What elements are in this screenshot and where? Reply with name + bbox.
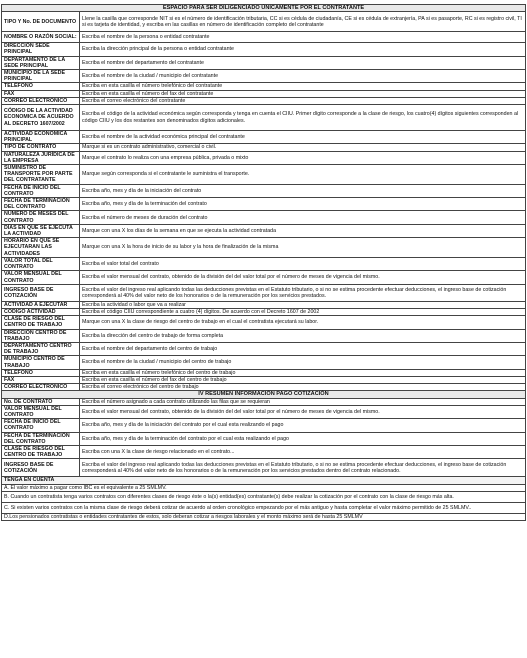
table-row bbox=[2, 32, 526, 43]
table-row bbox=[2, 43, 526, 56]
contratante-field-description: Marque si es un contrato administrativo, comercial o civil. bbox=[80, 144, 526, 151]
table-row bbox=[2, 257, 526, 270]
table-row bbox=[2, 105, 526, 131]
tenga-en-cuenta-header: TENGA EN CUENTA bbox=[2, 477, 526, 484]
contratante-field-label: DÍAS EN QUE SE EJECUTA LA ACTIVIDAD bbox=[2, 224, 80, 237]
contratante-field-description: Escriba el correo electrónico del centro de trabajo bbox=[80, 384, 526, 391]
table-row bbox=[2, 90, 526, 97]
contratante-field-description: Marque con una X la hora de inicio de su labor y la hora de finalización de la misma bbox=[80, 238, 526, 258]
note-row bbox=[2, 484, 526, 491]
note-row bbox=[2, 513, 526, 520]
contratante-field-description: Marque según corresponda si el contratante le suministra el transporte. bbox=[80, 165, 526, 185]
contratante-field-label: ACTIVIDAD A EJECUTAR bbox=[2, 301, 80, 308]
contratante-field-label: TIPO Y No. DE DOCUMENTO bbox=[2, 12, 80, 32]
resumen-field-label: FECHA DE INICIO DEL CONTRATO bbox=[2, 419, 80, 432]
contratante-field-label: NOMBRE O RAZÓN SOCIAL: bbox=[2, 32, 80, 43]
table-row bbox=[2, 398, 526, 405]
section-header-resumen: IV RESUMEN INFORMACIÓN PAGO COTIZACIÓN bbox=[2, 391, 526, 398]
table-row bbox=[2, 131, 526, 144]
contratante-field-label: DIRECCIÓN CENTRO DE TRABAJO bbox=[2, 329, 80, 342]
resumen-field-label: FECHA DE TERMINACIÓN DEL CONTRATO bbox=[2, 432, 80, 445]
table-row bbox=[2, 301, 526, 308]
table-row bbox=[2, 459, 526, 477]
contratante-field-label: FECHA DE TERMINACIÓN DEL CONTRATO bbox=[2, 198, 80, 211]
contratante-field-description: Escriba la actividad o labor que va a realizar bbox=[80, 301, 526, 308]
table-row bbox=[2, 308, 526, 315]
note-row bbox=[2, 491, 526, 502]
contratante-field-label: CÓDIGO DE LA ACTIVIDAD ECONOMICA DE ACUERDO AL DECRETO 1607/2002 bbox=[2, 105, 80, 131]
contratante-field-description: Escriba el número de meses de duración del contrato bbox=[80, 211, 526, 224]
contratante-field-label: INGRESO BASE DE COTIZACIÓN bbox=[2, 284, 80, 301]
table-row bbox=[2, 184, 526, 197]
resumen-field-description: Escriba el número asignado a cada contrato utilizando las filas que se requieran bbox=[80, 398, 526, 405]
table-row bbox=[2, 329, 526, 342]
table-row bbox=[2, 356, 526, 369]
contratante-field-label: DEPARTAMENTO CENTRO DE TRABAJO bbox=[2, 342, 80, 355]
table-row bbox=[2, 211, 526, 224]
contratante-field-label: CORREO ELECTRONICO bbox=[2, 97, 80, 104]
contratante-field-description: Escriba en esta casilla el número del fax del contratante bbox=[80, 90, 526, 97]
resumen-field-description: Escriba año, mes y día de la iniciación del contrato por el cual esta realizando el pago bbox=[80, 419, 526, 432]
contratante-field-description: Escriba el nombre de la actividad económica principal del contratante bbox=[80, 131, 526, 144]
table-row bbox=[2, 224, 526, 237]
table-row bbox=[2, 284, 526, 301]
cut-off-text bbox=[2, 0, 72, 1]
contratante-field-description: Escriba el código CIIU correspondiente a cuatro (4) dígitos. De acuerdo con el Decreto 1607 de 2002 bbox=[80, 308, 526, 315]
contratante-field-label: MUNICIPIO CENTRO DE TRABAJO bbox=[2, 356, 80, 369]
contratante-field-label: HORARIO EN QUE SE EJECUTARAN LAS ACTIVIDADES bbox=[2, 238, 80, 258]
contratante-field-description: Escriba el nombre de la ciudad / municipio del centro de trabajo bbox=[80, 356, 526, 369]
table-row bbox=[2, 97, 526, 104]
resumen-field-label: CLASE DE RIESGO DEL CENTRO DE TRABAJO bbox=[2, 445, 80, 458]
note-text: D.Los pensionados contratistas o entidades contratantes de estos, solo deberan cotizar a riesgos laborales y el monto máximo será de hasta 25 SMLMV bbox=[2, 513, 526, 520]
table-row bbox=[2, 151, 526, 164]
table-row bbox=[2, 369, 526, 376]
contratante-field-description: Escriba el valor total del contrato bbox=[80, 257, 526, 270]
contratante-field-description: Escriba el nombre del departamento del centro de trabajo bbox=[80, 342, 526, 355]
resumen-field-description: Escriba con una X la clase de riesgo relacionado en el contrato... bbox=[80, 445, 526, 458]
contratante-field-label: DIRECCIÓN SEDE PRINCIPAL bbox=[2, 43, 80, 56]
contratante-field-label: CLASE DE RIESGO DEL CENTRO DE TRABAJO bbox=[2, 316, 80, 329]
contratante-field-label: VALOR MENSUAL DEL CONTRATO bbox=[2, 271, 80, 284]
note-text: B. Cuando un contratista tenga varios contratos con diferentes clases de riesgo éste o la(s) entidad(es) contratante(s) debe realizar la cotización por el contrato con la clase de riesgo más alta. bbox=[2, 491, 526, 502]
contratante-field-label: ACTIVIDAD ECONOMICA PRINCIPAL bbox=[2, 131, 80, 144]
contratante-field-description: Escriba la dirección del centro de trabajo de forma completa bbox=[80, 329, 526, 342]
table-row bbox=[2, 316, 526, 329]
contratante-field-label: MUNICIPIO DE LA SEDE PRINCIPAL bbox=[2, 70, 80, 83]
contratante-field-label: TIPO DE CONTRATO bbox=[2, 144, 80, 151]
contratante-field-description: Escriba en esta casilla el número del fax del centro de trabajo bbox=[80, 376, 526, 383]
table-row bbox=[2, 419, 526, 432]
table-row bbox=[2, 238, 526, 258]
table-row bbox=[2, 432, 526, 445]
contratante-field-description: Escriba el nombre de la ciudad / municipio del contratante bbox=[80, 70, 526, 83]
contratante-field-description: Llene la casilla que corresponde NIT si es el número de identificación tributaria, CC si es cédula de ciudadanía, CE si es cédula de extranjería, PA si es pasaporte, RC si es registro civil, TI si es tarjeta de identidad, y escriba en las casillas en número de identificación completo del contratante bbox=[80, 12, 526, 32]
contratante-field-label: TELÉFONO bbox=[2, 83, 80, 90]
note-text: A. El valor máximo a pagar como IBC es el equivalente a 25 SMLMV. bbox=[2, 484, 526, 491]
contratante-field-description: Marque con una X la clase de riesgo del centro de trabajo en el cual el contratista ejecutará su labor. bbox=[80, 316, 526, 329]
contratante-field-description: Escriba año, mes y día de la iniciación del contrato bbox=[80, 184, 526, 197]
contratante-field-description: Escriba el valor del ingreso real aplicando todas las deducciones previstas en el Estatuto tributario, o si no se estima procedente efectuar deducciones, el ingreso base de cotización corresponderá al 40% del valor neto de los honorarios o de la remuneración por los servicios prestados. bbox=[80, 284, 526, 301]
contratante-field-description: Escriba el nombre del departamento del contratante bbox=[80, 56, 526, 69]
contratante-field-label: DEPARTAMENTO DE LA SEDE PRINCIPAL bbox=[2, 56, 80, 69]
contratante-field-description: Escriba el valor mensual del contrato, obtenido de la división del del valor total por el número de meses de vigencia del mismo. bbox=[80, 271, 526, 284]
contratante-field-label: FECHA DE INICIO DEL CONTRATO bbox=[2, 184, 80, 197]
instructions-table bbox=[1, 4, 526, 521]
resumen-field-description: Escriba año, mes y día de la terminación del contrato por el cual esta realizando el pago bbox=[80, 432, 526, 445]
contratante-field-label: CODIGO ACTIVIDAD bbox=[2, 308, 80, 315]
contratante-field-label: NATURALEZA JURÍDICA DE LA EMPRESA bbox=[2, 151, 80, 164]
contratante-field-label: FAX bbox=[2, 376, 80, 383]
resumen-field-description: Escriba el valor mensual del contrato, obtenido de la división del del valor total por el número de meses de vigencia del mismo. bbox=[80, 405, 526, 418]
contratante-field-description: Marque el contrato lo realiza con una empresa pública, privada o mixto bbox=[80, 151, 526, 164]
contratante-field-label: FAX bbox=[2, 90, 80, 97]
table-row bbox=[2, 144, 526, 151]
note-row bbox=[2, 502, 526, 513]
table-row bbox=[2, 12, 526, 32]
table-row bbox=[2, 56, 526, 69]
contratante-field-label: VALOR TOTAL DEL CONTRATO bbox=[2, 257, 80, 270]
table-row bbox=[2, 83, 526, 90]
contratante-field-description: Escriba año, mes y día de la terminación del contrato bbox=[80, 198, 526, 211]
table-row bbox=[2, 271, 526, 284]
contratante-field-description: Escriba el correo electrónico del contratante bbox=[80, 97, 526, 104]
note-text: C. Si existen varios contratos con la misma clase de riesgo deberá cotizar de acuerdo al orden cronológico empezando por el más antiguo y hasta completar el valor máximo permitido de 25 SMLMV.. bbox=[2, 502, 526, 513]
contratante-field-description: Escriba en esta casilla el número trelefónico del contratante bbox=[80, 83, 526, 90]
table-row bbox=[2, 445, 526, 458]
contratante-field-description: Escriba el código de la actividad económica según corresponda y tenga en cuenta el CIIU. Primer dígito corresponde a la clase de riesgo, los cuatro(4) dígitos siguientes corresponden al código CIIU y los dos restantes son denominados dígitos adicionales. bbox=[80, 105, 526, 131]
contratante-field-description: Escriba el nombre de la persona o entidad contratante bbox=[80, 32, 526, 43]
contratante-field-description: Escriba en esta casilla el número trelefónico del centro de trabajo bbox=[80, 369, 526, 376]
section-header-contratante: ESPACIO PARA SER DILIGENCIADO ÚNICAMENTE POR EL CONTRATANTE bbox=[2, 5, 526, 12]
table-row bbox=[2, 165, 526, 185]
table-row bbox=[2, 405, 526, 418]
resumen-field-label: VALOR MENSUAL DEL CONTRATO bbox=[2, 405, 80, 418]
resumen-field-label: No. DE CONTRATO bbox=[2, 398, 80, 405]
resumen-field-description: Escriba el valor del ingreso real aplicando todas las deducciones previstas en el Estatuto tributario, o si no se estima procedente efectuar deducciones, el ingreso base de cotización corresponderá al 40% del valor neto de los honorarios o de la remuneración por los servicios prestados dentro del contrato relacionado. bbox=[80, 459, 526, 477]
contratante-field-description: Escriba la dirección principal de la persona o entidad contratante bbox=[80, 43, 526, 56]
table-row bbox=[2, 198, 526, 211]
resumen-field-label: INGRESO BASE DE COTIZACIÓN bbox=[2, 459, 80, 477]
contratante-field-label: SUMINISTRO DE TRANSPORTE POR PARTE DEL CONTRATANTE bbox=[2, 165, 80, 185]
table-row bbox=[2, 376, 526, 383]
contratante-field-label: CORREO ELECTRONICO bbox=[2, 384, 80, 391]
contratante-field-label: TELÉFONO bbox=[2, 369, 80, 376]
table-row bbox=[2, 70, 526, 83]
contratante-field-description: Marque con una X los días de la semana en que se ejecuta la actividad contratada bbox=[80, 224, 526, 237]
table-row bbox=[2, 384, 526, 391]
table-row bbox=[2, 342, 526, 355]
contratante-field-label: NÚMERO DE MESES DEL CONTRATO bbox=[2, 211, 80, 224]
